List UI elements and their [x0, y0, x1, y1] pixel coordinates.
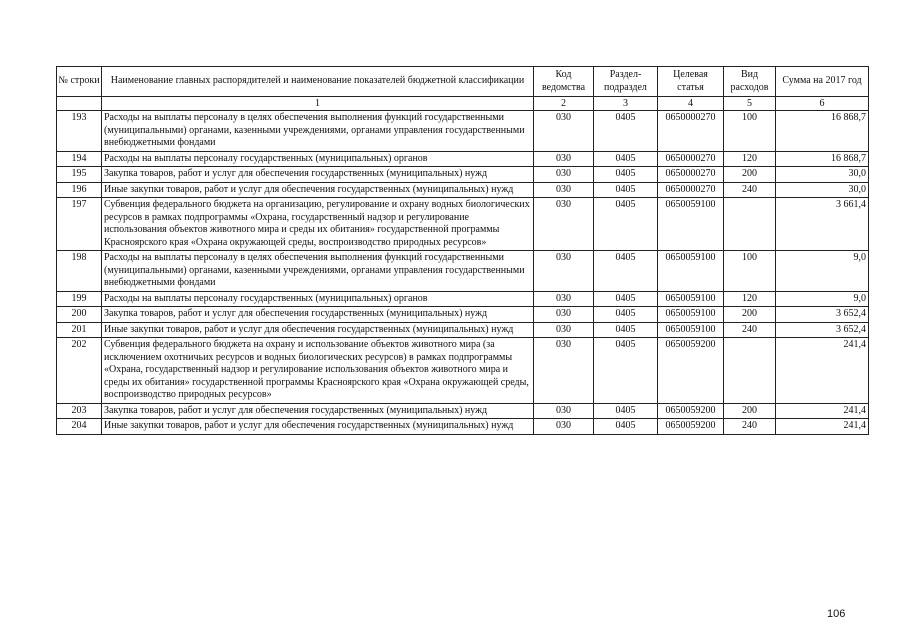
cell-dept-code: 030 [534, 182, 594, 198]
cell-dept-code: 030 [534, 322, 594, 338]
cell-sum: 3 652,4 [776, 307, 869, 323]
cell-row-number: 194 [57, 151, 102, 167]
cell-target: 0650059100 [658, 198, 724, 251]
cell-expense-type: 240 [724, 419, 776, 435]
header-dept-code: Код ведомства [534, 67, 594, 97]
cell-sum: 9,0 [776, 251, 869, 292]
cell-target: 0650000270 [658, 151, 724, 167]
cell-target: 0650059100 [658, 307, 724, 323]
table-row [57, 403, 869, 419]
cell-sum: 241,4 [776, 403, 869, 419]
header-sum: Сумма на 2017 год [776, 67, 869, 97]
table-row [57, 251, 869, 292]
cell-row-number: 199 [57, 291, 102, 307]
cell-sum: 30,0 [776, 167, 869, 183]
cell-sum: 9,0 [776, 291, 869, 307]
cell-expense-type: 200 [724, 403, 776, 419]
cell-row-number: 198 [57, 251, 102, 292]
cell-dept-code: 030 [534, 151, 594, 167]
cell-dept-code: 030 [534, 403, 594, 419]
cell-section: 0405 [594, 322, 658, 338]
cell-expense-type: 120 [724, 291, 776, 307]
cell-section: 0405 [594, 167, 658, 183]
cell-sum: 3 661,4 [776, 198, 869, 251]
cell-target: 0650059100 [658, 322, 724, 338]
cell-name: Закупка товаров, работ и услуг для обеспечения государственных (муниципальных) нужд [102, 307, 534, 323]
cell-name: Закупка товаров, работ и услуг для обеспечения государственных (муниципальных) нужд [102, 403, 534, 419]
cell-row-number: 196 [57, 182, 102, 198]
page-number: 106 [827, 608, 846, 620]
cell-row-number: 197 [57, 198, 102, 251]
cell-row-number: 195 [57, 167, 102, 183]
header-target: Целевая статья [658, 67, 724, 97]
cell-expense-type: 240 [724, 182, 776, 198]
column-number: 4 [658, 97, 724, 111]
cell-target: 0650000270 [658, 167, 724, 183]
header-expense-type: Вид расходов [724, 67, 776, 97]
cell-dept-code: 030 [534, 338, 594, 404]
cell-name: Иные закупки товаров, работ и услуг для обеспечения государственных (муниципальных) нужд [102, 182, 534, 198]
cell-expense-type: 100 [724, 111, 776, 152]
cell-dept-code: 030 [534, 291, 594, 307]
cell-target: 0650059200 [658, 419, 724, 435]
cell-row-number: 203 [57, 403, 102, 419]
table-row [57, 338, 869, 404]
cell-sum: 3 652,4 [776, 322, 869, 338]
cell-dept-code: 030 [534, 111, 594, 152]
table-row [57, 182, 869, 198]
table-header-row [57, 67, 869, 97]
cell-expense-type [724, 338, 776, 404]
cell-row-number: 204 [57, 419, 102, 435]
cell-row-number: 201 [57, 322, 102, 338]
table-row [57, 291, 869, 307]
cell-section: 0405 [594, 419, 658, 435]
table-row [57, 167, 869, 183]
cell-name: Субвенция федерального бюджета на охрану и использование объектов животного мира (за исключением охотничьих ресурсов и водных биологических ресурсов) в рамках подпрограммы «Охрана, государственный надзор и регулирование использования объектов животного мира и среды их обитания» государственной программы Красноярского края «Охрана окружающей среды, воспроизводство природных ресурсов» [102, 338, 534, 404]
cell-expense-type: 100 [724, 251, 776, 292]
cell-name: Иные закупки товаров, работ и услуг для обеспечения государственных (муниципальных) нужд [102, 322, 534, 338]
column-number: 1 [102, 97, 534, 111]
cell-target: 0650059200 [658, 338, 724, 404]
cell-target: 0650059100 [658, 291, 724, 307]
table-body [57, 111, 869, 435]
column-number-blank [57, 97, 102, 111]
table-row [57, 111, 869, 152]
cell-target: 0650059100 [658, 251, 724, 292]
table-row [57, 322, 869, 338]
cell-dept-code: 030 [534, 198, 594, 251]
cell-expense-type: 200 [724, 307, 776, 323]
cell-row-number: 200 [57, 307, 102, 323]
header-name: Наименование главных распорядителей и наименование показателей бюджетной классификации [102, 67, 534, 97]
column-number: 3 [594, 97, 658, 111]
cell-dept-code: 030 [534, 419, 594, 435]
cell-sum: 16 868,7 [776, 151, 869, 167]
cell-section: 0405 [594, 151, 658, 167]
cell-dept-code: 030 [534, 307, 594, 323]
cell-row-number: 193 [57, 111, 102, 152]
cell-name: Субвенция федерального бюджета на организацию, регулирование и охрану водных биологических ресурсов в рамках подпрограммы «Охрана, государственный надзор и регулирование использования объектов животного мира и среды их обитания» государственной программы Красноярского края «Охрана окружающей среды, воспроизводство природных ресурсов» [102, 198, 534, 251]
table-row [57, 419, 869, 435]
cell-name: Иные закупки товаров, работ и услуг для обеспечения государственных (муниципальных) нужд [102, 419, 534, 435]
cell-dept-code: 030 [534, 167, 594, 183]
header-row-number: № строки [57, 67, 102, 97]
cell-name: Расходы на выплаты персоналу в целях обеспечения выполнения функций государственными (муниципальными) органами, казенными учреждениями, органами управления государственными внебюджетными фондами [102, 111, 534, 152]
cell-section: 0405 [594, 291, 658, 307]
table-row [57, 307, 869, 323]
cell-target: 0650000270 [658, 182, 724, 198]
header-section: Раздел-подраздел [594, 67, 658, 97]
cell-name: Закупка товаров, работ и услуг для обеспечения государственных (муниципальных) нужд [102, 167, 534, 183]
cell-name: Расходы на выплаты персоналу в целях обеспечения выполнения функций государственными (муниципальными) органами, казенными учреждениями, органами управления государственными внебюджетными фондами [102, 251, 534, 292]
cell-row-number: 202 [57, 338, 102, 404]
cell-sum: 30,0 [776, 182, 869, 198]
cell-target: 0650059200 [658, 403, 724, 419]
budget-table [56, 66, 869, 435]
cell-sum: 241,4 [776, 338, 869, 404]
column-number: 5 [724, 97, 776, 111]
cell-section: 0405 [594, 251, 658, 292]
cell-dept-code: 030 [534, 251, 594, 292]
column-number: 2 [534, 97, 594, 111]
cell-section: 0405 [594, 182, 658, 198]
cell-section: 0405 [594, 198, 658, 251]
cell-section: 0405 [594, 307, 658, 323]
column-number: 6 [776, 97, 869, 111]
cell-name: Расходы на выплаты персоналу государственных (муниципальных) органов [102, 151, 534, 167]
cell-target: 0650000270 [658, 111, 724, 152]
table-row [57, 198, 869, 251]
cell-expense-type: 200 [724, 167, 776, 183]
cell-expense-type [724, 198, 776, 251]
cell-name: Расходы на выплаты персоналу государственных (муниципальных) органов [102, 291, 534, 307]
cell-section: 0405 [594, 111, 658, 152]
cell-section: 0405 [594, 338, 658, 404]
cell-sum: 241,4 [776, 419, 869, 435]
cell-expense-type: 120 [724, 151, 776, 167]
cell-sum: 16 868,7 [776, 111, 869, 152]
table-row [57, 151, 869, 167]
cell-expense-type: 240 [724, 322, 776, 338]
column-number-row [57, 97, 869, 111]
cell-section: 0405 [594, 403, 658, 419]
